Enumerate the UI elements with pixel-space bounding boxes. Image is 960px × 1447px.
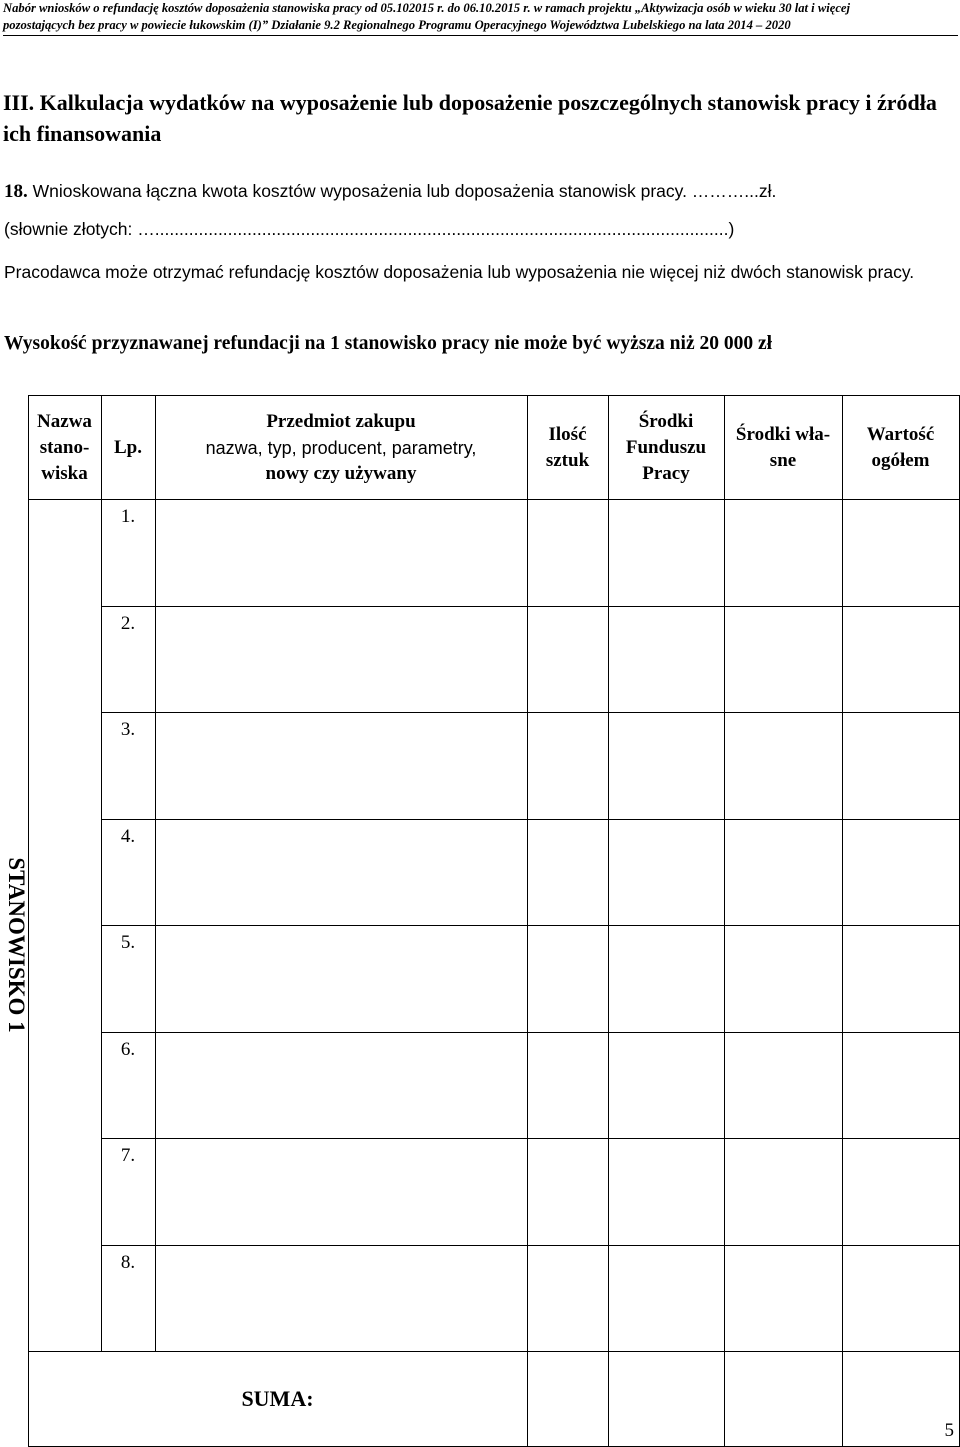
quantity-cell[interactable] bbox=[527, 713, 608, 820]
table-row bbox=[0, 926, 959, 1033]
total-value-cell[interactable] bbox=[842, 819, 959, 926]
header-line-1: Nabór wniosków o refundację kosztów doposażenia stanowiska pracy od 05.102015 r. do 06.10.2015 r. w ramach projektu „Aktywizacja osób w wieku 30 lat i więcej bbox=[3, 1, 850, 15]
refund-limit-note: Wysokość przyznawanej refundacji na 1 stanowisko pracy nie może być wyższa niż 20 000 zł bbox=[4, 333, 773, 354]
own-funds-cell[interactable] bbox=[724, 1032, 842, 1139]
own-funds-cell[interactable] bbox=[724, 713, 842, 820]
row-number: 5. bbox=[101, 926, 155, 1033]
row-number: 3. bbox=[101, 713, 155, 820]
quantity-cell[interactable] bbox=[527, 926, 608, 1033]
row-number: 7. bbox=[101, 1139, 155, 1246]
item-description-cell[interactable] bbox=[155, 1139, 527, 1246]
col-header-lp: Lp. bbox=[101, 396, 155, 500]
table-header-row bbox=[0, 396, 959, 500]
col-header-fundusz: Środki Funduszu Pracy bbox=[608, 396, 724, 500]
quantity-cell[interactable] bbox=[527, 1139, 608, 1246]
col-header-ilosc: Ilość sztuk bbox=[527, 396, 608, 500]
item-description-cell[interactable] bbox=[155, 606, 527, 713]
table-row bbox=[0, 1032, 959, 1139]
col-header-wlasne: Środki wła-sne bbox=[724, 396, 842, 500]
item-description-cell[interactable] bbox=[155, 1245, 527, 1352]
quantity-cell[interactable] bbox=[527, 1032, 608, 1139]
table-row bbox=[0, 1245, 959, 1352]
col-header-przedmiot: Przedmiot zakupu nazwa, typ, producent, parametry, nowy czy używany bbox=[155, 396, 527, 500]
item-description-cell[interactable] bbox=[155, 500, 527, 607]
table-row bbox=[0, 606, 959, 713]
own-funds-cell[interactable] bbox=[724, 819, 842, 926]
table-row bbox=[0, 819, 959, 926]
item-description-cell[interactable] bbox=[155, 1032, 527, 1139]
header-line-2: pozostających bez pracy w powiecie łukowskim (I)” Działanie 9.2 Regionalnego Programu Operacyjnego Województwa Lubelskiego na lata 2014 – 2020 bbox=[3, 18, 791, 32]
labor-fund-cell[interactable] bbox=[608, 500, 724, 607]
labor-fund-cell[interactable] bbox=[608, 713, 724, 820]
quantity-cell[interactable] bbox=[527, 606, 608, 713]
table-row bbox=[0, 713, 959, 820]
sum-total-value-cell[interactable] bbox=[842, 1352, 959, 1447]
row-number: 2. bbox=[101, 606, 155, 713]
quantity-cell[interactable] bbox=[527, 500, 608, 607]
item-18-number: 18. bbox=[4, 181, 28, 202]
row-number: 8. bbox=[101, 1245, 155, 1352]
expense-calculation-table bbox=[0, 395, 960, 1447]
quantity-cell[interactable] bbox=[527, 1245, 608, 1352]
labor-fund-cell[interactable] bbox=[608, 606, 724, 713]
total-value-cell[interactable] bbox=[842, 500, 959, 607]
total-value-cell[interactable] bbox=[842, 606, 959, 713]
labor-fund-cell[interactable] bbox=[608, 1139, 724, 1246]
total-value-cell[interactable] bbox=[842, 1139, 959, 1246]
total-value-cell[interactable] bbox=[842, 1032, 959, 1139]
col-header-nazwa: Nazwa stano-wiska bbox=[28, 396, 101, 500]
own-funds-cell[interactable] bbox=[724, 606, 842, 713]
labor-fund-cell[interactable] bbox=[608, 1032, 724, 1139]
item-18 bbox=[4, 176, 776, 207]
sum-own-funds-cell[interactable] bbox=[724, 1352, 842, 1447]
total-value-cell[interactable] bbox=[842, 926, 959, 1033]
total-value-cell[interactable] bbox=[842, 713, 959, 820]
labor-fund-cell[interactable] bbox=[608, 819, 724, 926]
item-description-cell[interactable] bbox=[155, 713, 527, 820]
row-number: 1. bbox=[101, 500, 155, 607]
labor-fund-cell[interactable] bbox=[608, 1245, 724, 1352]
item-18-text: Wnioskowana łączna kwota kosztów wyposażenia lub doposażenia stanowisk pracy. ………...zł. bbox=[32, 181, 777, 201]
sum-row bbox=[0, 1352, 959, 1447]
own-funds-cell[interactable] bbox=[724, 1245, 842, 1352]
sum-label: SUMA: bbox=[28, 1352, 527, 1447]
table-row bbox=[0, 500, 959, 607]
document-header bbox=[3, 0, 958, 36]
col-header-wartosc: Wartość ogółem bbox=[842, 396, 959, 500]
item-description-cell[interactable] bbox=[155, 926, 527, 1033]
item-description-cell[interactable] bbox=[155, 819, 527, 926]
section-title: III. Kalkulacja wydatków na wyposażenie lub doposażenie poszczególnych stanowisk pracy i źródła ich finansowania bbox=[3, 90, 937, 146]
page-number: 5 bbox=[944, 1420, 954, 1441]
sum-labor-fund-cell[interactable] bbox=[608, 1352, 724, 1447]
row-number: 4. bbox=[101, 819, 155, 926]
own-funds-cell[interactable] bbox=[724, 500, 842, 607]
position-name-cell[interactable] bbox=[28, 500, 101, 1352]
position-side-label: STANOWISKO 1 bbox=[4, 857, 29, 1033]
sum-quantity-cell[interactable] bbox=[527, 1352, 608, 1447]
amount-in-words: (słownie złotych: …......................................................................................................................) bbox=[4, 219, 735, 239]
table-row bbox=[0, 1139, 959, 1246]
quantity-cell[interactable] bbox=[527, 819, 608, 926]
own-funds-cell[interactable] bbox=[724, 1139, 842, 1246]
labor-fund-cell[interactable] bbox=[608, 926, 724, 1033]
total-value-cell[interactable] bbox=[842, 1245, 959, 1352]
own-funds-cell[interactable] bbox=[724, 926, 842, 1033]
employer-note: Pracodawca może otrzymać refundację kosztów doposażenia lub wyposażenia nie więcej niż dwóch stanowisk pracy. bbox=[4, 262, 915, 282]
row-number: 6. bbox=[101, 1032, 155, 1139]
